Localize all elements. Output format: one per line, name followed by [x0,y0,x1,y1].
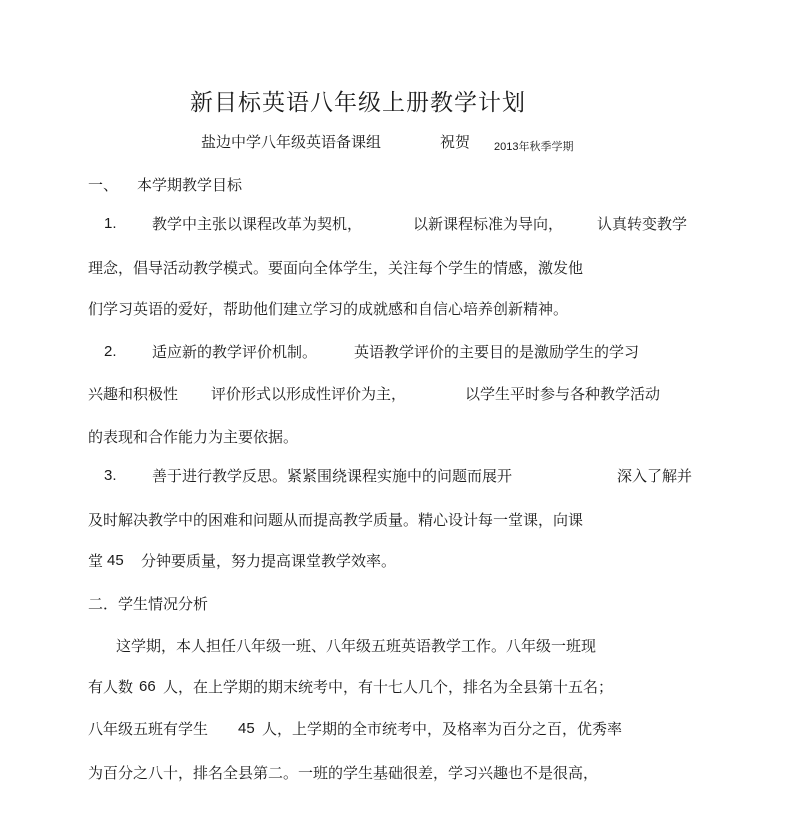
item2-seg2: 英语教学评价的主要目的是激励学生的学习 [354,343,640,361]
section2-p3-seg1: 八年级五班有学生 [88,720,209,738]
section2-p1: 这学期，本人担任八年级一班、八年级五班英语教学工作。八年级一班现 [116,637,597,655]
byline-group: 盐边中学八年级英语备课组 [201,133,382,151]
section1-heading: 本学期教学目标 [137,176,243,194]
section2-p3-seg2: 人，上学期的全市统考中，及格率为百分之百，优秀率 [262,720,623,738]
section2-p2-seg1: 有人数 [88,678,134,696]
item3-line3-seg1: 堂 [88,552,104,570]
item1-line2: 理念，倡导活动教学模式。要面向全体学生，关注每个学生的情感，激发他 [88,259,584,277]
section2-heading: 二．学生情况分析 [88,595,209,613]
item1-seg3: 认真转变教学 [597,215,688,233]
item3-line3-seg2: 分钟要质量，努力提高课堂教学效率。 [141,552,397,570]
item2-line2-seg3: 以学生平时参与各种教学活动 [465,385,661,403]
item3-seg2: 深入了解并 [617,467,693,485]
byline-term [494,135,573,157]
section2-p3-number: 45 [238,720,255,737]
section1-number: 一、 [88,176,119,194]
item2-line2-seg1: 兴趣和积极性 [88,385,179,403]
section2-p2-seg2: 人，在上学期的期末统考中，有十七人几个，排名为全县第十五名； [163,678,614,696]
item3-line3-number: 45 [107,552,124,569]
item2-line3: 的表现和合作能力为主要依据。 [88,428,299,446]
section2-p4: 为百分之八十，排名全县第二。一班的学生基础很差，学习兴趣也不是很高， [88,764,599,782]
item3-seg1: 善于进行教学反思。紧紧围绕课程实施中的问题而展开 [152,467,513,485]
document-title: 新目标英语八年级上册教学计划 [190,90,526,116]
byline-author: 祝贺 [440,133,471,151]
item2-seg1: 适应新的教学评价机制。 [152,343,318,361]
item2-number: 2. [104,343,117,360]
item1-number: 1. [104,215,117,232]
item3-line2: 及时解决教学中的困难和问题从而提高教学质量。精心设计每一堂课，向课 [88,511,584,529]
item2-line2-seg2: 评价形式以形成性评价为主， [211,385,407,403]
item1-seg1: 教学中主张以课程改革为契机， [152,215,363,233]
section2-p2-number: 66 [139,678,156,695]
term-year: 2013 [494,141,519,153]
item1-seg2: 以新课程标准为导向， [413,215,564,233]
item1-line3: 们学习英语的爱好，帮助他们建立学习的成就感和自信心培养创新精神。 [88,300,569,318]
item3-number: 3. [104,467,117,484]
term-label: 年秋季学期 [518,140,574,153]
